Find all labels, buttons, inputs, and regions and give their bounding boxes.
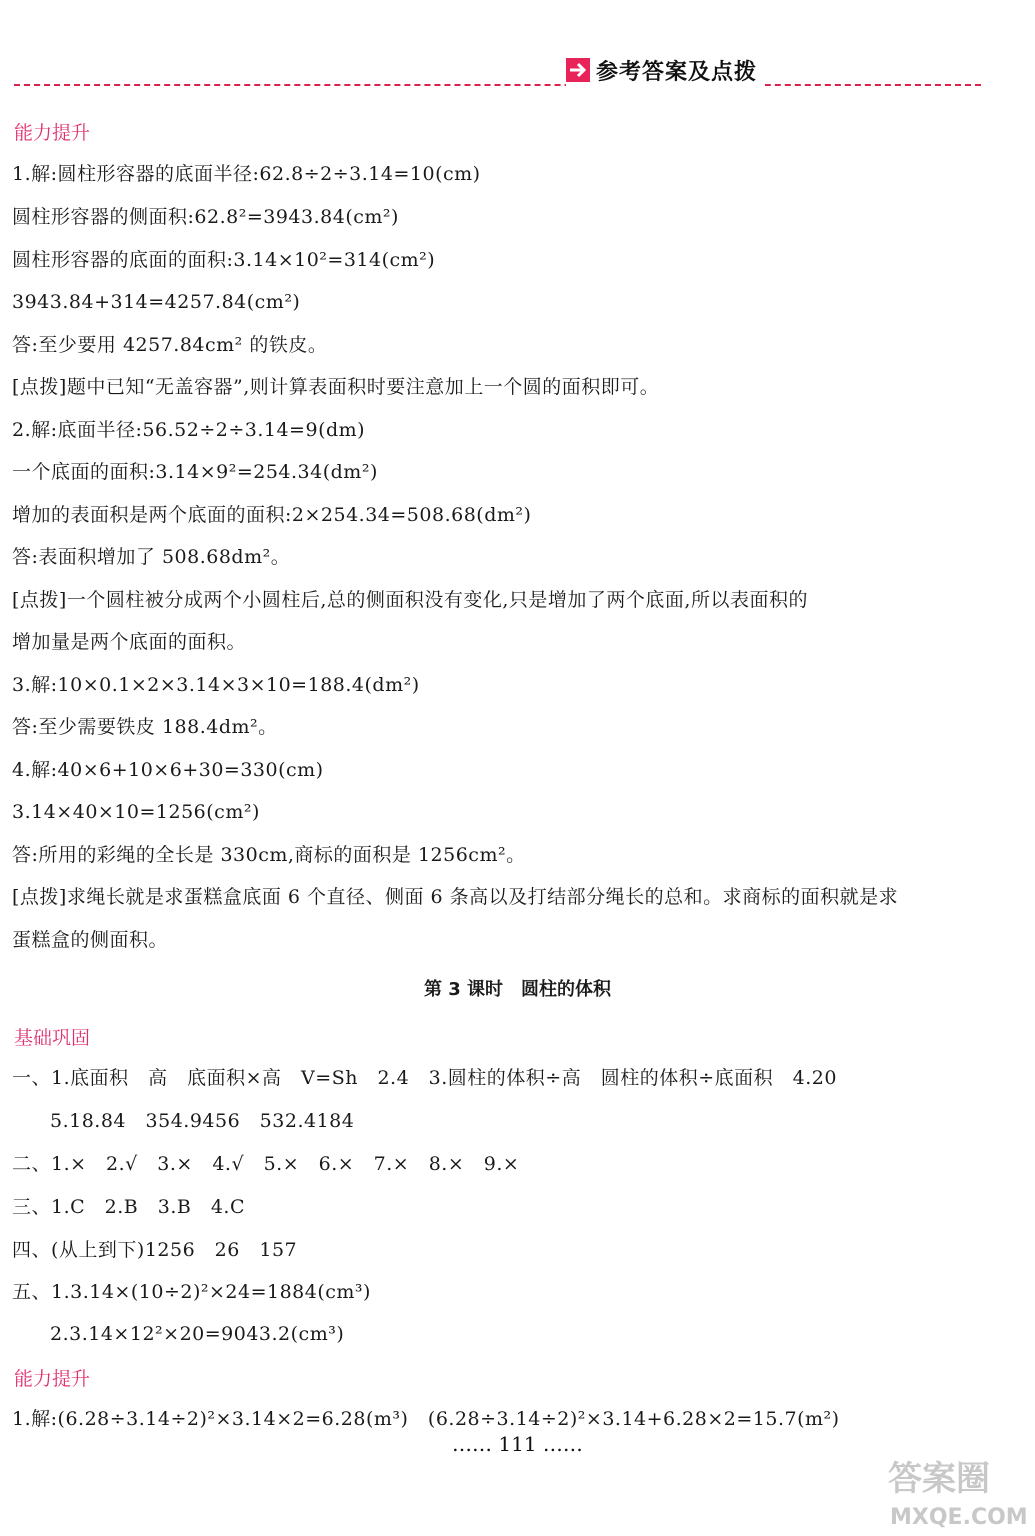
arrow-right-icon: [566, 58, 590, 82]
line-13: 3.解:10×0.1×2×3.14×3×10=188.4(dm²): [12, 674, 420, 696]
line-20: 一、1.底面积 高 底面积×高 V=Sh 2.4 3.圆柱的体积÷高 圆柱的体积÷底面积 4.20: [12, 1067, 837, 1089]
watermark-line-2: MXQE.COM: [890, 1505, 1028, 1530]
line-23: 三、1.C 2.B 3.B 4.C: [12, 1196, 246, 1218]
watermark-logo: [880, 1450, 1030, 1534]
section-jichu: 基础巩固: [14, 1027, 91, 1049]
line-22: 二、1.× 2.√ 3.× 4.√ 5.× 6.× 7.× 8.× 9.×: [12, 1153, 520, 1175]
line-6: [点拨]题中已知“无盖容器”,则计算表面积时要注意加上一个圆的面积即可。: [12, 376, 660, 398]
line-18: [点拨]求绳长就是求蛋糕盒底面 6 个直径、侧面 6 条高以及打结部分绳长的总和。求商标的面积就是求: [12, 886, 899, 908]
line-1: 1.解:圆柱形容器的底面半径:62.8÷2÷3.14=10(cm): [12, 163, 481, 185]
line-8: 一个底面的面积:3.14×9²=254.34(dm²): [12, 461, 378, 483]
line-17: 答:所用的彩绳的全长是 330cm,商标的面积是 1256cm²。: [12, 844, 526, 866]
line-19: 蛋糕盒的侧面积。: [12, 929, 169, 951]
page-header: [0, 52, 1035, 92]
section-nengli-1: 能力提升: [14, 122, 91, 144]
line-25: 五、1.3.14×(10÷2)²×24=1884(cm³): [12, 1281, 371, 1303]
line-15: 4.解:40×6+10×6+30=330(cm): [12, 759, 324, 781]
line-24: 四、(从上到下)1256 26 157: [12, 1239, 298, 1261]
section-nengli-2: 能力提升: [14, 1368, 91, 1390]
line-9: 增加的表面积是两个底面的面积:2×254.34=508.68(dm²): [12, 504, 532, 526]
header-title-box: [566, 54, 765, 86]
line-12: 增加量是两个底面的面积。: [12, 631, 247, 653]
line-5: 答:至少要用 4257.84cm² 的铁皮。: [12, 334, 328, 356]
line-11: [点拨]一个圆柱被分成两个小圆柱后,总的侧面积没有变化,只是增加了两个底面,所以表面积的: [12, 589, 808, 611]
line-4: 3943.84+314=4257.84(cm²): [12, 291, 301, 313]
line-3: 圆柱形容器的底面的面积:3.14×10²=314(cm²): [12, 249, 436, 271]
line-14: 答:至少需要铁皮 188.4dm²。: [12, 716, 278, 738]
line-10: 答:表面积增加了 508.68dm²。: [12, 546, 291, 568]
line-27: 1.解:(6.28÷3.14÷2)²×3.14×2=6.28(m³) (6.28÷3.14÷2)²×3.14+6.28×2=15.7(m²): [12, 1408, 840, 1430]
line-21: 5.18.84 354.9456 532.4184: [50, 1110, 355, 1132]
header-title: 参考答案及点拨: [596, 59, 758, 85]
watermark-line-1: 答案圈: [888, 1459, 990, 1499]
lesson-title: 第 3 课时 圆柱的体积: [423, 979, 612, 1000]
line-2: 圆柱形容器的侧面积:62.8²=3943.84(cm²): [12, 206, 399, 228]
page-number: …… 111 ……: [452, 1432, 583, 1456]
line-26: 2.3.14×12²×20=9043.2(cm³): [50, 1323, 345, 1345]
header-dashed-rule: [14, 84, 981, 86]
line-7: 2.解:底面半径:56.52÷2÷3.14=9(dm): [12, 419, 366, 441]
line-16: 3.14×40×10=1256(cm²): [12, 801, 260, 823]
